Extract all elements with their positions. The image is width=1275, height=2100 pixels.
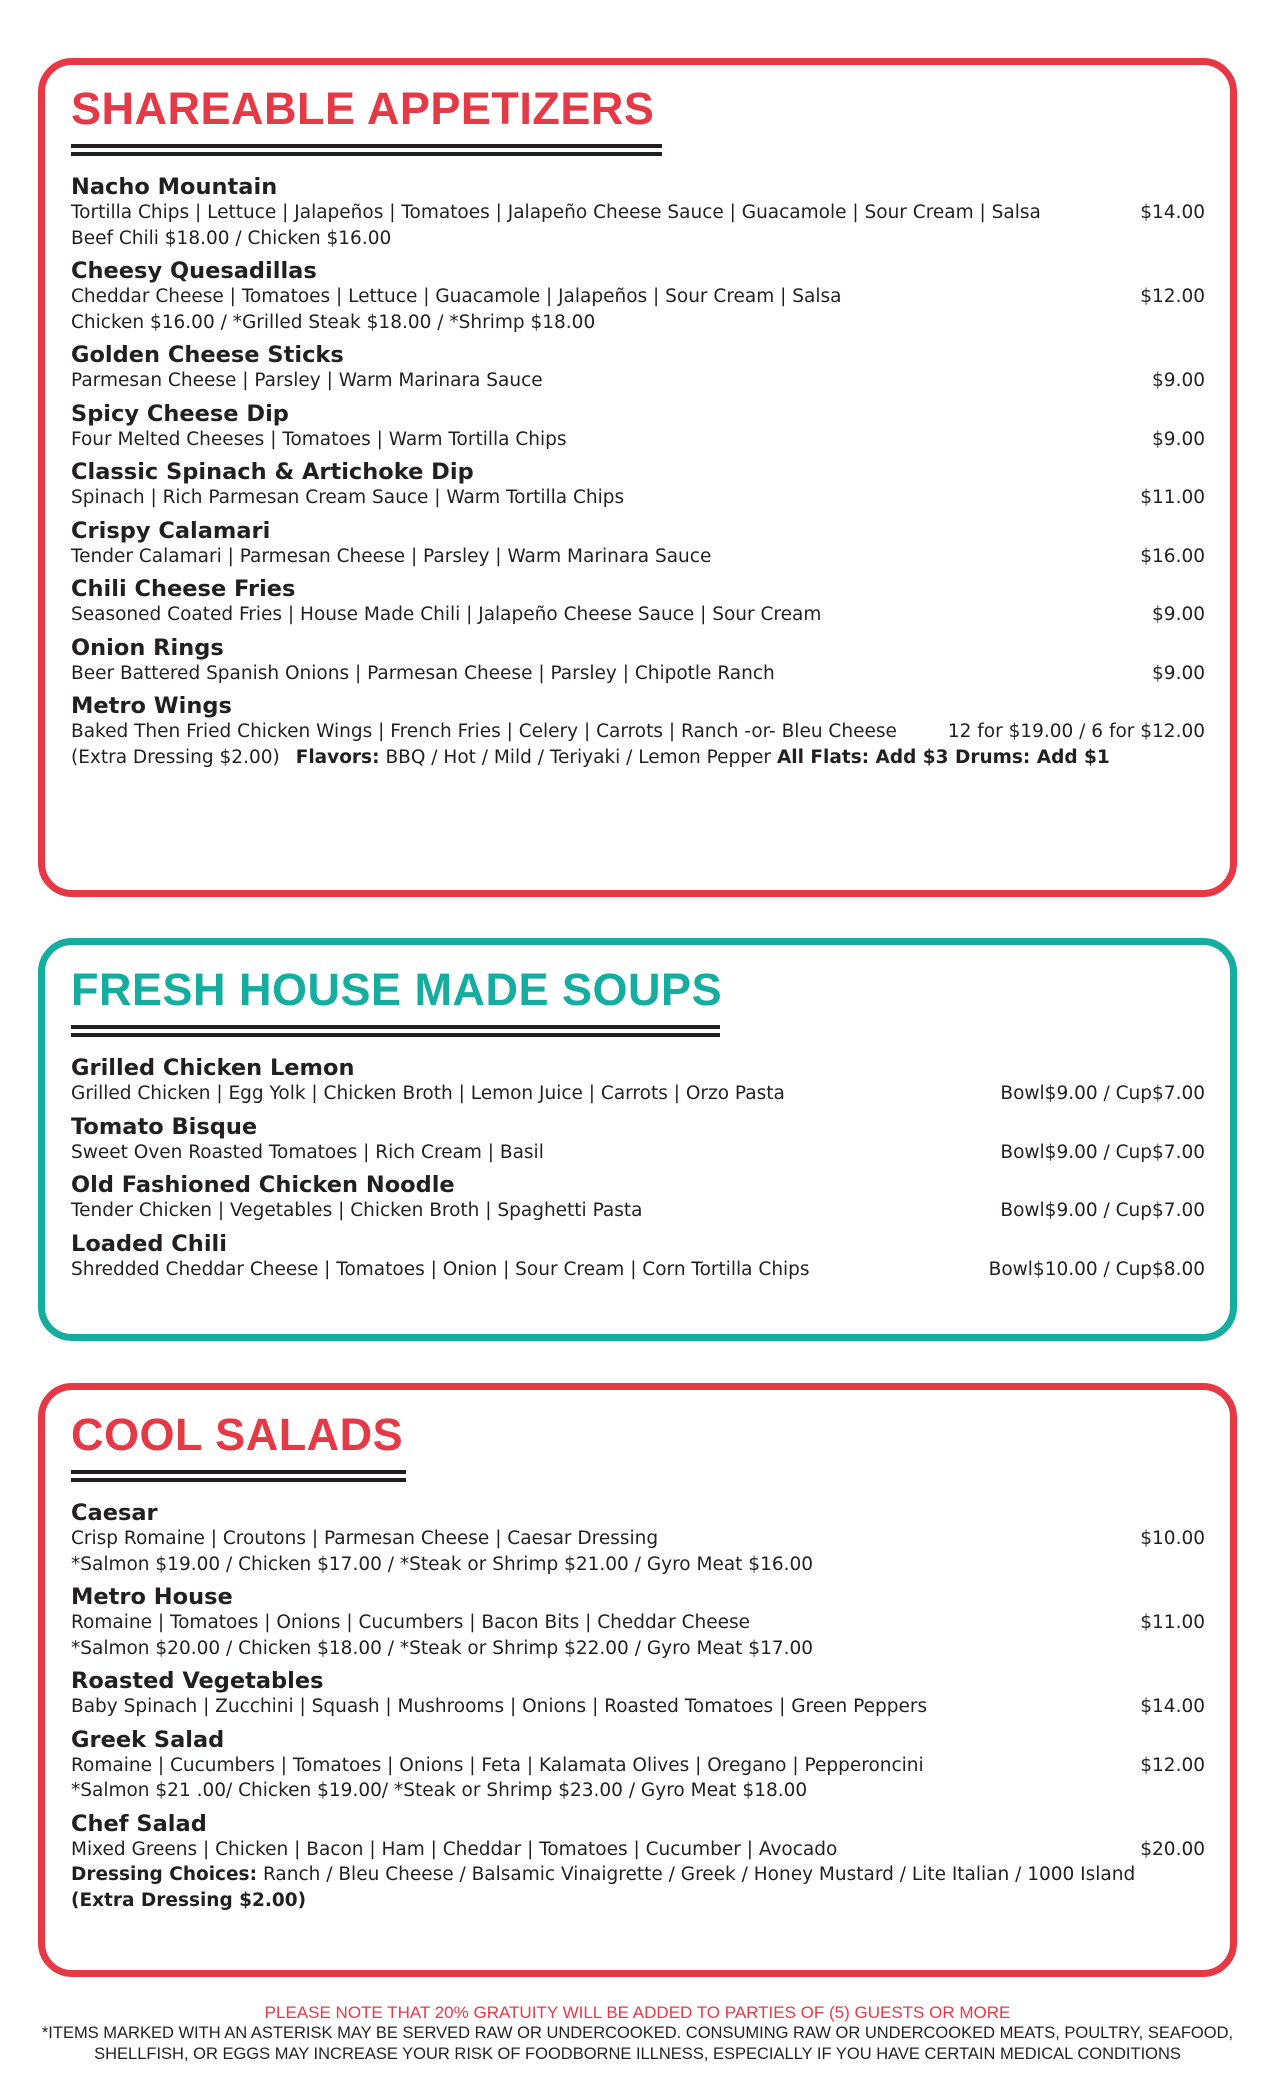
item-description: Spinach | Rich Parmesan Cream Sauce | Warm Tortilla Chips: [71, 487, 625, 508]
item-name: Metro Wings: [71, 693, 232, 719]
item-name: Classic Spinach & Artichoke Dip: [71, 459, 474, 485]
item-description: Shredded Cheddar Cheese | Tomatoes | Onion | Sour Cream | Corn Tortilla Chips: [71, 1258, 810, 1280]
item-price: 12 for $19.00 / 6 for $12.00: [947, 721, 1205, 742]
soups-title-rule: [71, 1025, 720, 1037]
item-name: Cheesy Quesadillas: [71, 258, 317, 284]
item-description: Four Melted Cheeses | Tomatoes | Warm Tortilla Chips: [71, 428, 567, 450]
item-price: Bowl$9.00 / Cup$7.00: [1000, 1141, 1205, 1163]
dressing-choices-label: Dressing Choices:: [71, 1864, 257, 1885]
salads-title-rule: [71, 1470, 406, 1482]
item-add-ons: *Salmon $21 .00/ Chicken $19.00/ *Steak or Shrimp $23.00 / Gyro Meat $18.00: [71, 1780, 808, 1801]
item-description: Seasoned Coated Fries | House Made Chili | Jalapeño Cheese Sauce | Sour Cream: [71, 604, 822, 625]
menu-item: [71, 518, 1205, 570]
salads-title: COOL SALADS: [71, 1409, 404, 1460]
menu-item: [71, 576, 1205, 628]
menu-item: [71, 1668, 1205, 1720]
item-add-ons: *Salmon $19.00 / Chicken $17.00 / *Steak or Shrimp $21.00 / Gyro Meat $16.00: [71, 1553, 814, 1575]
item-price: $12.00: [1140, 286, 1205, 307]
item-price: $12.00: [1140, 1754, 1205, 1776]
item-description: Baby Spinach | Zucchini | Squash | Mushrooms | Onions | Roasted Tomatoes | Green Peppers: [71, 1696, 928, 1717]
menu-item: [71, 342, 1205, 394]
menu-item: [71, 1231, 1205, 1283]
item-name: Chef Salad: [71, 1810, 207, 1837]
consumer-advisory-line-2: SHELLFISH, OR EGGS MAY INCREASE YOUR RISK OF FOODBORNE ILLNESS, ESPECIALLY IF YOU HAVE CERTAIN MEDICAL CONDITIONS: [94, 2045, 1181, 2063]
item-description: Mixed Greens | Chicken | Bacon | Ham | Cheddar | Tomatoes | Cucumber | Avocado: [71, 1838, 838, 1860]
item-add-ons: *Salmon $20.00 / Chicken $18.00 / *Steak or Shrimp $22.00 / Gyro Meat $17.00: [71, 1637, 814, 1659]
item-description: Romaine | Tomatoes | Onions | Cucumbers | Bacon Bits | Cheddar Cheese: [71, 1612, 750, 1633]
menu-item-metro-wings: [71, 693, 1205, 770]
wings-addons: All Flats: Add $3 Drums: Add $1: [776, 746, 1110, 768]
item-description: Tender Chicken | Vegetables | Chicken Broth | Spaghetti Pasta: [71, 1200, 643, 1221]
item-name: Caesar: [71, 1500, 158, 1526]
item-name: Spicy Cheese Dip: [71, 400, 289, 427]
item-description: Beer Battered Spanish Onions | Parmesan Cheese | Parsley | Chipotle Ranch: [71, 662, 775, 684]
appetizers-title-rule: [71, 144, 662, 156]
item-price: Bowl$9.00 / Cup$7.00: [1000, 1200, 1205, 1221]
wings-flavors-label: Flavors:: [295, 746, 380, 768]
item-price: $9.00: [1152, 370, 1205, 391]
chef-extra-dressing: (Extra Dressing $2.00): [71, 1889, 307, 1911]
item-description: Sweet Oven Roasted Tomatoes | Rich Cream | Basil: [71, 1141, 544, 1163]
item-name: Grilled Chicken Lemon: [71, 1055, 355, 1081]
item-name: Chili Cheese Fries: [71, 576, 296, 602]
item-description: Crisp Romaine | Croutons | Parmesan Cheese | Caesar Dressing: [71, 1528, 659, 1549]
soups-list: [71, 1055, 1205, 1282]
menu-item: [71, 401, 1205, 453]
appetizers-title: SHAREABLE APPETIZERS: [71, 83, 655, 134]
item-name: Tomato Bisque: [71, 1113, 258, 1140]
item-description: Tortilla Chips | Lettuce | Jalapeños | Tomatoes | Jalapeño Cheese Sauce | Guacamole | Sour Cream | Salsa: [71, 202, 1041, 223]
item-price: $20.00: [1140, 1838, 1205, 1860]
item-name: Golden Cheese Sticks: [71, 342, 344, 368]
item-description: Romaine | Cucumbers | Tomatoes | Onions | Feta | Kalamata Olives | Oregano | Pepperoncini: [71, 1754, 924, 1776]
item-name: Roasted Vegetables: [71, 1668, 324, 1694]
dressing-choices: Ranch / Bleu Cheese / Balsamic Vinaigrette / Greek / Honey Mustard / Lite Italian / 1000 Island: [262, 1864, 1136, 1885]
item-price: Bowl$10.00 / Cup$8.00: [988, 1258, 1205, 1280]
item-description: Cheddar Cheese | Tomatoes | Lettuce | Guacamole | Jalapeños | Sour Cream | Salsa: [71, 286, 842, 307]
consumer-advisory-line-1: *ITEMS MARKED WITH AN ASTERISK MAY BE SERVED RAW OR UNDERCOOKED. CONSUMING RAW OR UNDERCOOKED MEATS, POULTRY, SEAFOOD,: [41, 2024, 1234, 2042]
item-price: $9.00: [1152, 604, 1205, 625]
item-description: Baked Then Fried Chicken Wings | French Fries | Celery | Carrots | Ranch -or- Bleu Cheese: [71, 721, 897, 742]
salads-section: [38, 1383, 1237, 1977]
menu-item: [71, 1727, 1205, 1804]
menu-item: [71, 1114, 1205, 1166]
item-price: $11.00: [1140, 1612, 1205, 1633]
menu-item: [71, 174, 1205, 251]
item-description: Grilled Chicken | Egg Yolk | Chicken Broth | Lemon Juice | Carrots | Orzo Pasta: [71, 1083, 785, 1104]
soups-section: [38, 938, 1237, 1341]
item-name: Crispy Calamari: [71, 517, 271, 544]
menu-item: [71, 459, 1205, 511]
item-add-ons: Chicken $16.00 / *Grilled Steak $18.00 / *Shrimp $18.00: [71, 311, 596, 333]
appetizers-section: [38, 58, 1237, 897]
soups-title: FRESH HOUSE MADE SOUPS: [71, 964, 723, 1015]
menu-item: [71, 1500, 1205, 1577]
item-description: Tender Calamari | Parmesan Cheese | Parsley | Warm Marinara Sauce: [71, 545, 712, 567]
item-name: Nacho Mountain: [71, 174, 278, 200]
wings-extra-dressing: (Extra Dressing $2.00): [71, 746, 280, 768]
item-description: Parmesan Cheese | Parsley | Warm Marinara Sauce: [71, 370, 543, 391]
salads-list: [71, 1500, 1205, 1804]
item-price: $16.00: [1140, 545, 1205, 567]
item-price: $10.00: [1140, 1528, 1205, 1549]
menu-item: [71, 1055, 1205, 1107]
appetizers-list: [71, 174, 1205, 686]
item-name: Loaded Chili: [71, 1230, 227, 1257]
item-name: Old Fashioned Chicken Noodle: [71, 1172, 455, 1198]
item-price: $9.00: [1152, 662, 1205, 684]
menu-item: [71, 1584, 1205, 1661]
gratuity-note: PLEASE NOTE THAT 20% GRATUITY WILL BE ADDED TO PARTIES OF (5) GUESTS OR MORE: [264, 2003, 1011, 2022]
menu-item-chef-salad: [71, 1811, 1205, 1914]
item-price: Bowl$9.00 / Cup$7.00: [1000, 1083, 1205, 1104]
item-price: $11.00: [1140, 487, 1205, 508]
item-name: Greek Salad: [71, 1726, 225, 1753]
item-price: $9.00: [1152, 428, 1205, 450]
item-price: $14.00: [1140, 202, 1205, 223]
item-add-ons: Beef Chili $18.00 / Chicken $16.00: [71, 227, 392, 249]
menu-item: [71, 1172, 1205, 1224]
item-price: $14.00: [1140, 1696, 1205, 1717]
wings-flavors: BBQ / Hot / Mild / Teriyaki / Lemon Pepper: [385, 746, 771, 768]
item-name: Metro House: [71, 1584, 233, 1610]
menu-item: [71, 635, 1205, 687]
item-name: Onion Rings: [71, 634, 224, 661]
menu-item: [71, 258, 1205, 335]
